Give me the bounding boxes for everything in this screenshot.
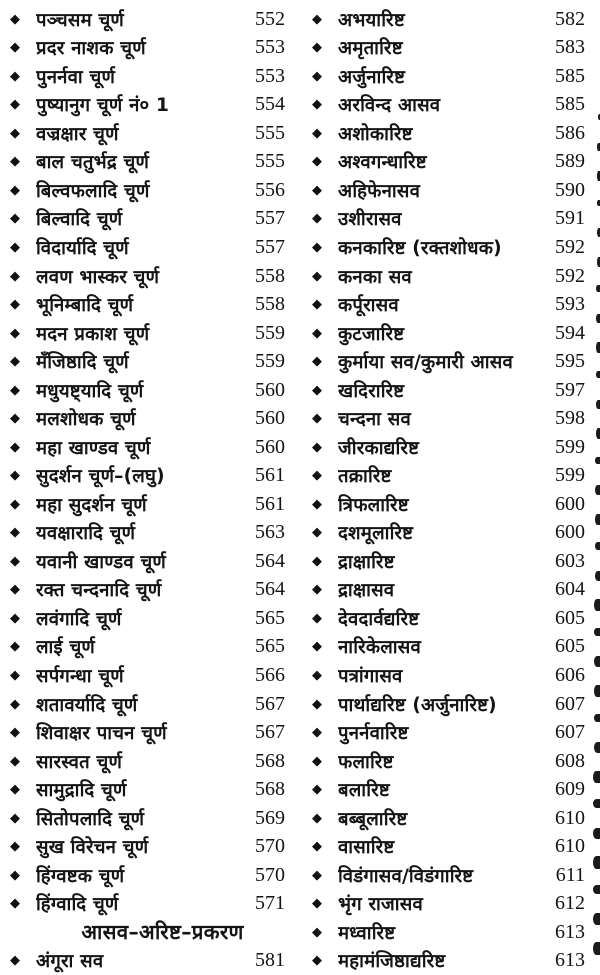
entry-title: अमृतारिष्ट [338,38,403,60]
diamond-bullet-icon: ◆ [10,953,20,969]
entry-page-number: 597 [555,378,585,401]
entry-title: सुदर्शन चूर्ण–(लघु) [36,466,165,488]
diamond-bullet-icon: ◆ [10,639,20,655]
scan-edge-mark [593,828,600,839]
scan-edge-mark [594,656,600,666]
entry-title: खदिरारिष्ट [338,380,405,402]
entry-title: अरविन्द आसव [338,95,441,117]
diamond-bullet-icon: ◆ [312,411,322,427]
diamond-bullet-icon: ◆ [10,867,20,883]
entry-page-number: 558 [255,264,285,287]
index-entry [10,290,285,319]
index-entry [10,319,285,348]
entry-title: मधुयष्ट्यादि चूर्ण [36,380,144,402]
scan-edge-mark [595,457,600,464]
index-entry [10,747,285,776]
entry-page-number: 563 [255,521,285,544]
entry-page-number: 560 [255,407,285,430]
scan-edge-mark [593,799,600,808]
index-entry [312,918,585,947]
entry-page-number: 555 [255,121,285,144]
diamond-bullet-icon: ◆ [312,354,322,370]
index-column-right [312,5,585,975]
entry-page-number: 591 [555,207,585,230]
scan-edge-mark [596,314,600,323]
diamond-bullet-icon: ◆ [10,610,20,626]
diamond-bullet-icon: ◆ [312,953,322,969]
index-entry [312,690,585,719]
diamond-bullet-icon: ◆ [312,97,322,113]
entry-title: अंगूरा सव [36,951,104,973]
entry-title: जीरकाद्यरिष्ट [338,437,420,459]
entry-title: हिंग्वष्टक चूर्ण [36,865,125,887]
entry-title: लाई चूर्ण [36,637,95,659]
index-entry [10,804,285,833]
index-entry [312,832,585,861]
diamond-bullet-icon: ◆ [312,496,322,512]
entry-title: कनकारिष्ट (रक्तशोधक) [338,238,502,260]
index-entry [312,661,585,690]
entry-title: वासारिष्ट [338,837,395,859]
entry-title: बाल चतुर्भद्र चूर्ण [36,152,150,174]
entry-page-number: 553 [255,64,285,87]
index-entry [312,91,585,120]
index-entry [10,718,285,747]
entry-title: बलारिष्ट [338,780,390,802]
scan-edge-mark [594,599,600,611]
scan-edge-mark [595,514,600,526]
diamond-bullet-icon: ◆ [10,154,20,170]
diamond-bullet-icon: ◆ [312,11,322,27]
entry-title: कुर्माया सव/कुमारी आसव [338,352,513,374]
index-entry [10,690,285,719]
entry-title: पार्थाद्यरिष्ट (अर्जुनारिष्ट) [338,694,497,716]
entry-title: द्राक्षासव [338,580,395,602]
entry-page-number: 560 [255,378,285,401]
index-entry [10,404,285,433]
diamond-bullet-icon: ◆ [10,582,20,598]
index-entry [312,347,585,376]
index-entry [10,433,285,462]
scan-edge-mark [596,400,600,409]
scan-edge-mark [596,285,600,292]
index-entry [312,233,585,262]
entry-page-number: 595 [555,350,585,373]
diamond-bullet-icon: ◆ [10,696,20,712]
entry-title: उशीरासव [338,209,402,231]
entry-title: भूनिम्बादि चूर्ण [36,295,134,317]
entry-title: दशमूलारिष्ट [338,523,414,545]
entry-title: महा खाण्डव चूर्ण [36,437,151,459]
entry-title: प्रदर नाशक चूर्ण [36,38,146,60]
diamond-bullet-icon: ◆ [312,525,322,541]
diamond-bullet-icon: ◆ [312,154,322,170]
entry-page-number: 586 [555,121,585,144]
entry-page-number: 565 [255,606,285,629]
diamond-bullet-icon: ◆ [10,11,20,27]
diamond-bullet-icon: ◆ [10,725,20,741]
diamond-bullet-icon: ◆ [312,667,322,683]
diamond-bullet-icon: ◆ [312,125,322,141]
scan-edge-mark [596,342,600,353]
diamond-bullet-icon: ◆ [312,582,322,598]
entry-title: देवदार्वद्यरिष्ट [338,608,420,630]
index-entry [312,947,585,975]
entry-title: विडंगासव/विडंगारिष्ट [338,865,474,887]
diamond-bullet-icon: ◆ [10,68,20,84]
scan-edge-mark [595,571,600,581]
entry-page-number: 566 [255,663,285,686]
entry-title: शतावर्यादि चूर्ण [36,694,138,716]
diamond-bullet-icon: ◆ [312,610,322,626]
entry-page-number: 559 [255,350,285,373]
diamond-bullet-icon: ◆ [10,525,20,541]
entry-title: भृंग राजासव [338,894,423,916]
entry-page-number: 590 [555,178,585,201]
diamond-bullet-icon: ◆ [312,839,322,855]
index-entry [10,519,285,548]
index-entry [312,775,585,804]
diamond-bullet-icon: ◆ [10,667,20,683]
scan-edge-mark [595,542,600,550]
index-entry [10,661,285,690]
diamond-bullet-icon: ◆ [10,211,20,227]
entry-page-number: 552 [255,7,285,30]
diamond-bullet-icon: ◆ [10,896,20,912]
scan-edge-mark [596,428,600,439]
entry-title: चन्दना सव [338,409,411,431]
diamond-bullet-icon: ◆ [312,924,322,940]
entry-page-number: 605 [555,606,585,629]
entry-page-number: 611 [555,863,585,886]
entry-title: नारिकेलासव [338,637,421,659]
diamond-bullet-icon: ◆ [10,753,20,769]
diamond-bullet-icon: ◆ [312,896,322,912]
entry-title: रक्त चन्दनादि चूर्ण [36,580,162,602]
entry-title: मध्वारिष्ट [338,922,396,944]
diamond-bullet-icon: ◆ [312,182,322,198]
diamond-bullet-icon: ◆ [312,268,322,284]
entry-page-number: 600 [555,521,585,544]
entry-title: यवानी खाण्डव चूर्ण [36,551,166,573]
diamond-bullet-icon: ◆ [312,810,322,826]
entry-title: सितोपलादि चूर्ण [36,808,145,830]
entry-title: अभयारिष्ट [338,9,405,31]
entry-page-number: 568 [255,778,285,801]
scan-edge-mark [597,257,600,268]
index-entry [312,262,585,291]
index-entry [312,747,585,776]
diamond-bullet-icon: ◆ [312,639,322,655]
scan-edge-mark [593,913,600,924]
entry-page-number: 610 [555,806,585,829]
entry-page-number: 564 [255,549,285,572]
entry-title: बब्बूलारिष्ट [338,808,408,830]
entry-page-number: 568 [255,749,285,772]
entry-page-number: 581 [255,949,285,972]
diamond-bullet-icon: ◆ [10,496,20,512]
index-entry [312,718,585,747]
entry-title: महामंजिष्ठाद्यरिष्ट [338,951,446,973]
entry-title: पुनर्नवारिष्ट [338,723,409,745]
index-entry [10,347,285,376]
index-entry [312,547,585,576]
diamond-bullet-icon: ◆ [10,382,20,398]
entry-page-number: 592 [555,236,585,259]
scan-edge-mark [594,628,600,636]
scan-edge-mark [593,942,600,955]
diamond-bullet-icon: ◆ [10,40,20,56]
index-entry [312,404,585,433]
diamond-bullet-icon: ◆ [10,553,20,569]
entry-page-number: 557 [255,236,285,259]
scan-edge-mark [593,885,600,894]
entry-title: मदन प्रकाश चूर्ण [36,323,150,345]
index-entry [312,176,585,205]
entry-title: विदार्यादि चूर्ण [36,238,129,260]
entry-page-number: 592 [555,264,585,287]
diamond-bullet-icon: ◆ [10,354,20,370]
entry-title: फलारिष्ट [338,751,394,773]
index-entry [312,462,585,491]
section-header-row [10,918,285,947]
entry-title: पुनर्नवा चूर्ण [36,66,116,88]
entry-page-number: 585 [555,64,585,87]
entry-page-number: 583 [555,36,585,59]
index-entry [10,775,285,804]
entry-title: शिवाक्षर पाचन चूर्ण [36,723,167,745]
diamond-bullet-icon: ◆ [10,839,20,855]
diamond-bullet-icon: ◆ [10,240,20,256]
entry-page-number: 561 [255,492,285,515]
entry-title: लवंगादि चूर्ण [36,608,122,630]
entry-title: कुटजारिष्ट [338,323,405,345]
index-entry [10,604,285,633]
diamond-bullet-icon: ◆ [10,810,20,826]
index-entry [312,148,585,177]
entry-title: पुष्यानुग चूर्ण नं० 1 [36,95,170,117]
entry-title: तक्रारिष्ट [338,466,392,488]
diamond-bullet-icon: ◆ [10,97,20,113]
index-entry [312,889,585,918]
index-entry [312,519,585,548]
entry-page-number: 610 [555,835,585,858]
entry-title: बिल्वादि चूर्ण [36,209,123,231]
entry-title: यवक्षारादि चूर्ण [36,523,136,545]
index-entry [10,633,285,662]
index-entry [312,34,585,63]
entry-title: हिंग्वादि चूर्ण [36,894,119,916]
entry-title: महा सुदर्शन चूर्ण [36,494,147,516]
index-entry [10,947,285,975]
section-header-title: आसव–अरिष्ट–प्रकरण [81,920,244,945]
entry-title: अशोकारिष्ट [338,123,413,145]
diamond-bullet-icon: ◆ [312,782,322,798]
diamond-bullet-icon: ◆ [10,411,20,427]
entry-page-number: 567 [255,692,285,715]
entry-title: अहिफेनासव [338,180,421,202]
index-entry [312,5,585,34]
entry-page-number: 613 [555,920,585,943]
index-entry [10,34,285,63]
index-entry [10,205,285,234]
entry-title: सामुद्रादि चूर्ण [36,780,127,802]
index-entry [312,804,585,833]
entry-title: लवण भास्कर चूर्ण [36,266,160,288]
entry-page-number: 607 [555,692,585,715]
index-entry [10,462,285,491]
index-entry [312,290,585,319]
diamond-bullet-icon: ◆ [312,553,322,569]
scan-edge-mark [596,371,600,378]
entry-page-number: 606 [555,663,585,686]
index-entry [10,91,285,120]
diamond-bullet-icon: ◆ [10,268,20,284]
index-entry [10,832,285,861]
index-entry [312,319,585,348]
scan-edge-mark [594,714,600,723]
entry-page-number: 593 [555,293,585,316]
diamond-bullet-icon: ◆ [10,182,20,198]
entry-page-number: 585 [555,93,585,116]
entry-title: द्राक्षारिष्ट [338,551,395,573]
entry-page-number: 570 [255,863,285,886]
entry-page-number: 564 [255,578,285,601]
diamond-bullet-icon: ◆ [10,125,20,141]
entry-page-number: 608 [555,749,585,772]
diamond-bullet-icon: ◆ [312,867,322,883]
entry-title: कर्पूरासव [338,295,399,317]
entry-page-number: 603 [555,549,585,572]
index-entry [312,604,585,633]
entry-page-number: 567 [255,721,285,744]
entry-title: वज्रक्षार चूर्ण [36,123,119,145]
entry-page-number: 553 [255,36,285,59]
entry-page-number: 599 [555,435,585,458]
diamond-bullet-icon: ◆ [10,297,20,313]
index-entry [312,119,585,148]
entry-page-number: 559 [255,321,285,344]
diamond-bullet-icon: ◆ [312,696,322,712]
diamond-bullet-icon: ◆ [312,297,322,313]
diamond-bullet-icon: ◆ [10,468,20,484]
entry-page-number: 598 [555,407,585,430]
entry-page-number: 607 [555,721,585,744]
scan-edge-mark [594,742,600,753]
entry-title: सुख विरेचन चूर्ण [36,837,149,859]
diamond-bullet-icon: ◆ [312,439,322,455]
index-entry [10,5,285,34]
entry-title: मलशोधक चूर्ण [36,409,136,431]
entry-page-number: 589 [555,150,585,173]
entry-title: अश्वगन्धारिष्ट [338,152,427,174]
entry-title: बिल्वफलादि चूर्ण [36,180,150,202]
index-entry [10,547,285,576]
entry-title: अर्जुनारिष्ट [338,66,406,88]
diamond-bullet-icon: ◆ [312,40,322,56]
index-entry [10,148,285,177]
entry-title: सर्पगन्धा चूर्ण [36,665,124,687]
scan-edge-mark [595,485,600,495]
entry-page-number: 594 [555,321,585,344]
entry-page-number: 557 [255,207,285,230]
index-entry [10,176,285,205]
index-entry [10,490,285,519]
index-entry [312,490,585,519]
scan-edge-mark [593,856,600,869]
diamond-bullet-icon: ◆ [10,325,20,341]
entry-title: पत्रांगासव [338,665,403,687]
scan-edge-mark [594,685,600,697]
index-entry [10,62,285,91]
diamond-bullet-icon: ◆ [312,468,322,484]
index-entry [312,433,585,462]
index-entry [10,576,285,605]
entry-title: पञ्चसम चूर्ण [36,9,124,31]
diamond-bullet-icon: ◆ [10,439,20,455]
entry-page-number: 605 [555,635,585,658]
entry-title: सारस्वत चूर्ण [36,751,123,773]
index-entry [10,233,285,262]
entry-page-number: 571 [255,892,285,915]
diamond-bullet-icon: ◆ [312,725,322,741]
diamond-bullet-icon: ◆ [312,211,322,227]
entry-page-number: 556 [255,178,285,201]
index-entry [312,62,585,91]
entry-page-number: 609 [555,778,585,801]
diamond-bullet-icon: ◆ [312,240,322,256]
entry-page-number: 604 [555,578,585,601]
diamond-bullet-icon: ◆ [312,325,322,341]
diamond-bullet-icon: ◆ [312,68,322,84]
entry-page-number: 569 [255,806,285,829]
entry-page-number: 558 [255,293,285,316]
entry-page-number: 599 [555,464,585,487]
index-entry [312,633,585,662]
entry-page-number: 560 [255,435,285,458]
diamond-bullet-icon: ◆ [312,382,322,398]
entry-page-number: 555 [255,150,285,173]
entry-page-number: 600 [555,492,585,515]
entry-title: त्रिफलारिष्ट [338,494,409,516]
entry-page-number: 612 [555,892,585,915]
diamond-bullet-icon: ◆ [10,782,20,798]
entry-page-number: 570 [255,835,285,858]
index-entry [312,576,585,605]
index-entry [10,889,285,918]
entry-page-number: 582 [555,7,585,30]
index-entry [10,376,285,405]
scan-edge-mark [593,771,600,784]
entry-page-number: 561 [255,464,285,487]
entry-page-number: 554 [255,93,285,116]
diamond-bullet-icon: ◆ [312,753,322,769]
index-entry [10,119,285,148]
entry-page-number: 613 [555,949,585,972]
index-entry [10,861,285,890]
index-entry [10,262,285,291]
entry-title: कनका सव [338,266,412,288]
index-column-left [10,5,285,975]
index-entry [312,861,585,890]
index-entry [312,205,585,234]
index-entry [312,376,585,405]
entry-page-number: 565 [255,635,285,658]
entry-title: मँजिष्ठादि चूर्ण [36,352,129,374]
